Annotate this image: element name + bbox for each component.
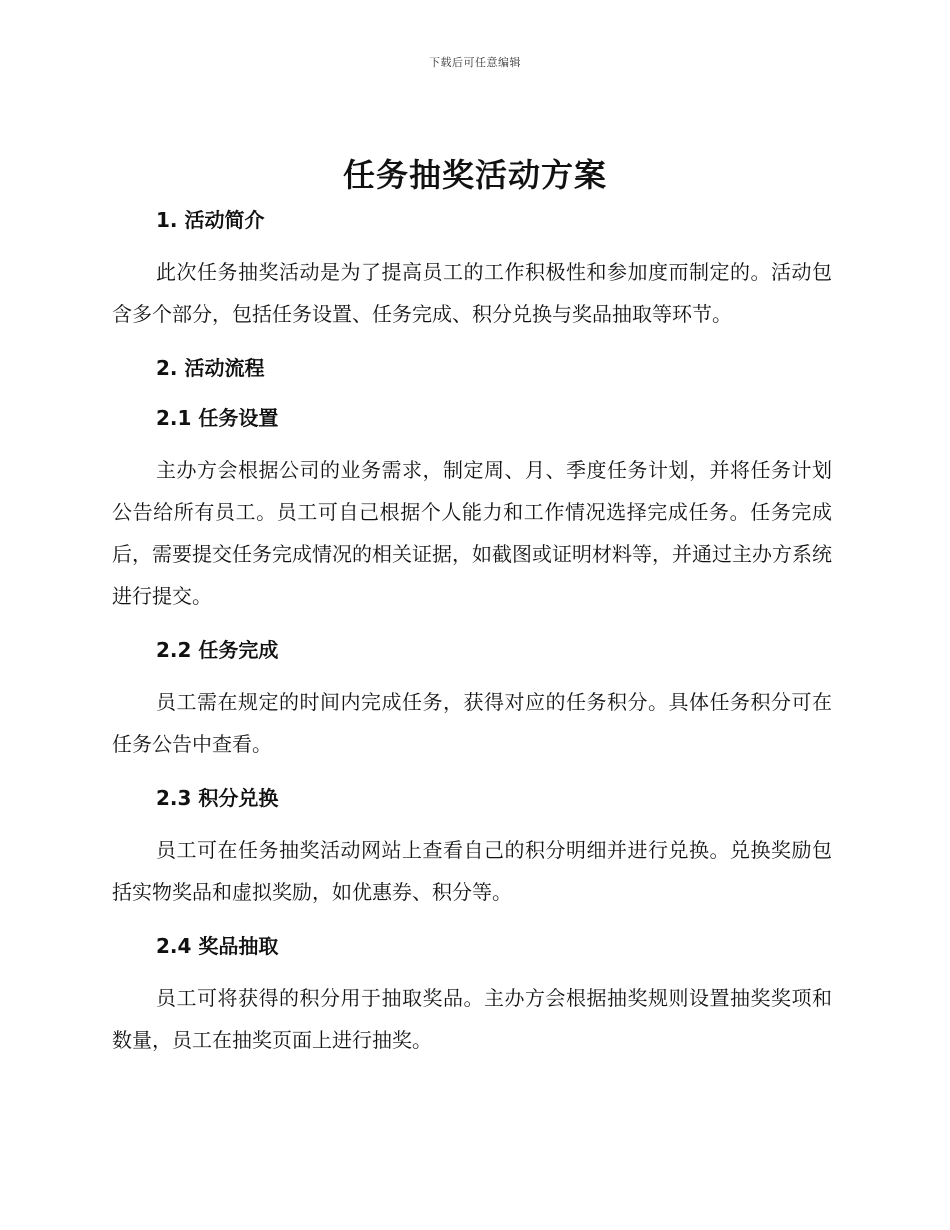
section-heading-prize-draw: 2.4 奖品抽取 xyxy=(156,934,279,958)
section-heading-process: 2. 活动流程 xyxy=(156,356,265,380)
section-paragraph-prize-draw: 员工可将获得的积分用于抽取奖品。主办方会根据抽奖规则设置抽奖奖项和数量，员工在抽奖页面上进行抽奖。 xyxy=(112,986,832,1052)
section-heading-task-complete: 2.2 任务完成 xyxy=(156,638,279,662)
section-heading-points-exchange: 2.3 积分兑换 xyxy=(156,786,279,810)
section-paragraph-intro: 此次任务抽奖活动是为了提高员工的工作积极性和参加度而制定的。活动包含多个部分，包括任务设置、任务完成、积分兑换与奖品抽取等环节。 xyxy=(112,260,832,326)
header-note: 下载后可任意编辑 xyxy=(429,56,521,69)
section-paragraph-points-exchange: 员工可在任务抽奖活动网站上查看自己的积分明细并进行兑换。兑换奖励包括实物奖品和虚拟奖励，如优惠券、积分等。 xyxy=(112,838,832,904)
section-heading-intro: 1. 活动简介 xyxy=(156,208,265,232)
section-heading-task-setup: 2.1 任务设置 xyxy=(156,406,279,430)
section-paragraph-task-setup: 主办方会根据公司的业务需求，制定周、月、季度任务计划，并将任务计划公告给所有员工。员工可自己根据个人能力和工作情况选择完成任务。任务完成后，需要提交任务完成情况的相关证据，如截图或证明材料等，并通过主办方系统进行提交。 xyxy=(112,458,832,608)
section-paragraph-task-complete: 员工需在规定的时间内完成任务，获得对应的任务积分。具体任务积分可在任务公告中查看。 xyxy=(112,690,832,756)
page-title: 任务抽奖活动方案 xyxy=(342,156,607,194)
document-body xyxy=(112,203,832,1061)
